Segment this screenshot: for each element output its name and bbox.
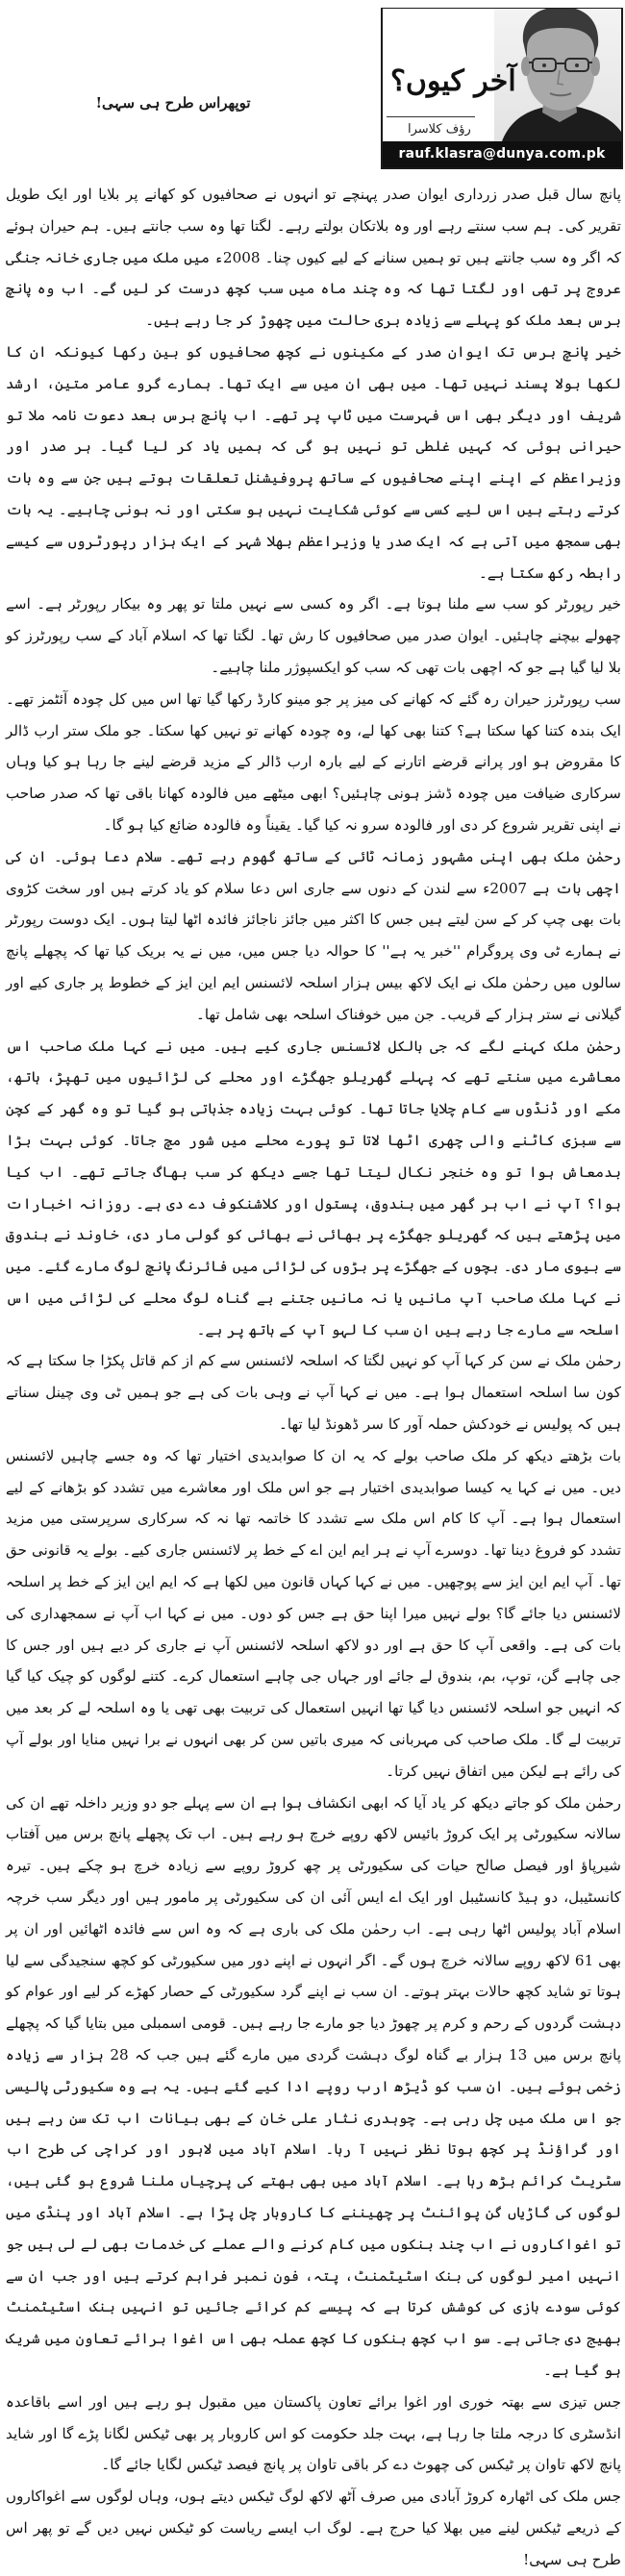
paragraph: جس ملک کی اٹھارہ کروڑ آبادی میں صرف آٹھ لاکھ لوگ ٹیکس دیتے ہوں، وہاں لوگوں سے اغواکاروں کے ذریعے ٹیکس لینے میں بھلا کیا حرج ہے۔ لوگ اب ایسے ریاست کو ٹیکس نہیں دیں گے تو پھر اس طرح ہی سہی!: [6, 2488, 621, 2568]
article-header: [0, 0, 625, 183]
author-email[interactable]: rauf.klasra@dunya.com.pk: [383, 141, 621, 167]
column-name: آخر کیوں؟: [390, 64, 516, 98]
divider: [387, 116, 475, 117]
paragraph: رحمٰن ملک کہنے لگے کہ جی بالکل لائسنس جاری کیے ہیں۔ میں نے کہا ملک صاحب اس معاشرے میں سنتے تھے کہ پہلے گھریلو جھگڑے اور محلے کی لڑائیوں میں تھپڑ، ہاتھ، مکے اور ڈنڈوں سے کام چلایا جاتا تھا۔ کوئی بہت زیادہ جذباتی ہو گیا تو وہ گھر کے کچن سے سبزی کاٹنے والی چھری اٹھا لاتا تو پورے محلے میں شور مچ جاتا۔ کوئی بہت بڑا بدمعاش ہوا تو وہ خنجر نکال لیتا تھا جسے دیکھ کر سب بھاگ جاتے تھے۔ اب کیا ہوا؟ آپ نے اب ہر گھر میں بندوق، پستول اور کلاشنکوف دے دی ہے۔ روزانہ اخبارات میں پڑھتے ہیں کہ گھریلو جھگڑے پر بھائی نے بھائی کو گولی مار دی، خاوند نے بندوق سے بیوی مار دی۔ بچوں کے جھگڑے پر بڑوں کی لڑائی میں فائرنگ پانچ لوگ مارے گئے۔ میں نے کہا ملک صاحب آپ مانیں یا نہ مانیں جتنے بے گناہ لوگ محلے کی لڑائی میں اس اسلحہ سے مارے جا رہے ہیں ان سب کا لہو آپ کے ہاتھ پر ہے۔: [6, 1037, 621, 1338]
paragraph: خیر پانچ برس تک ایوان صدر کے مکینوں نے کچھ صحافیوں کو بین رکھا کیونکہ ان کا لکھا بولا پسند نہیں تھا۔ میں بھی ان میں سے ایک تھا۔ ہمارے گرو عامر متین، ارشد شریف اور دیگر بھی اس فہرست میں ٹاپ پر تھے۔ اب پانچ برس بعد دعوت نامہ ملا تو حیرانی ہوئی کہ کہیں غلطی تو نہیں ہو گی کہ ہمیں یاد کر لیا گیا۔ ہر صدر اور وزیراعظم کے اپنے اپنے صحافیوں کے ساتھ پروفیشنل تعلقات ہوتے ہیں جن سے وہ بات کرتے رہتے ہیں اس لیے کسی سے کوئی شکایت نہیں ہو سکتی اور نہ ہونی چاہیے۔ یہ بات بھی سمجھ میں آتی ہے کہ ایک صدر یا وزیراعظم بھلا شہر کے ایک ہزار رپورٹروں سے کیسے رابطہ رکھ سکتا ہے۔: [6, 342, 621, 582]
paragraph: رحمٰن ملک نے سن کر کہا آپ کو نہیں لگتا کہ اسلحہ لائسنس سے کم از کم قاتل پکڑا جا سکتا ہے کہ کون سا اسلحہ استعمال ہوا ہے۔ میں نے کہا آپ نے وہی بات کی ہے جو ہمیں ٹی وی چینل سناتے ہیں کہ پولیس نے خودکش حملہ آور کا سر ڈھونڈ لیا تھا۔: [6, 1352, 621, 1434]
paragraph: سب رپورٹرز حیران رہ گئے کہ کھانے کی میز پر جو مینو کارڈ رکھا گیا تھا اس میں کل چودہ آئٹمز تھے۔ ایک بندہ کتنا کھا سکتا ہے؟ کتنا بھی کھا لے، وہ چودہ کھانے تو نہیں کھا سکتا۔ جو ملک ستر ارب ڈالر کا مقروض ہو اور پرانے قرضے اتارنے کے لیے بارہ ارب ڈالر کے مزید قرضے لینے جا رہا ہو کیا وہاں سرکاری ضیافت میں چودہ ڈشز ہونی چاہئیں؟ ابھی میٹھے میں فالودہ کھانا باقی تھا کہ صدر صاحب نے اپنی تقریر شروع کر دی اور فالودہ سرو نہ کیا گیا۔ یقیناً وہ فالودہ ضائع کیا ہو گا۔: [6, 689, 621, 834]
paragraph: جس تیزی سے بھتہ خوری اور اغوا برائے تعاون پاکستان میں مقبول ہو رہے ہیں اور اسے باقاعدہ انڈسٹری کا درجہ ملتا جا رہا ہے، بہت جلد حکومت کو اس کاروبار پر بھی ٹیکس لگانا پڑے گا اور شاید پانچ لاکھ تاوان پر ٹیکس کی چھوٹ دے کر باقی تاوان پر پانچ فیصد ٹیکس لگایا جائے گا۔: [6, 2392, 621, 2474]
article-body: [6, 179, 621, 2576]
author-name: رؤف کلاسرا: [408, 122, 471, 137]
paragraph: پانچ سال قبل صدر زرداری ایوان صدر پہنچے تو انہوں نے صحافیوں کو کھانے پر بلایا اور ایک طویل تقریر کی۔ ہم سب سنتے رہے اور وہ بلاتکان بولتے رہے۔ لگتا تھا وہ سب جانتے ہیں۔ ہم حیران ہوئے کہ اگر وہ سب جانتے ہیں تو ہمیں سنانے کے لیے کیوں چنا۔ 2008ء میں ملک میں جاری خانہ جنگی عروج پر تھی اور لگتا تھا کہ وہ چند ماہ میں سب کچھ درست کر لیں گے۔ اب وہ پانچ برس بعد ملک کو پہلے سے زیادہ بری حالت میں چھوڑ کر جا رہے ہیں۔: [6, 186, 621, 330]
paragraph: بات بڑھتے دیکھ کر ملک صاحب بولے کہ یہ ان کا صوابدیدی اختیار تھا کہ وہ جسے چاہیں لائسنس دیں۔ میں نے کہا یہ کیسا صوابدیدی اختیار ہے جو اس ملک اور معاشرے میں تشدد کو بڑھانے کے لیے استعمال ہوا ہے۔ آپ کا کام اس ملک سے تشدد کا خاتمہ تھا نہ کہ سرکاری سرپرستی میں مزید تشدد کو فروغ دینا تھا۔ دوسرے آپ نے ہر ایم این اے کے خط پر لائسنس جاری کیے۔ بولے یہ قانونی حق تھا۔ آپ ایم این ایز سے پوچھیں۔ میں نے کہا کہاں قانون میں لکھا ہے کہ ایم این ایز کے خط پر اسلحہ لائسنس دیا جائے گا؟ بولے نہیں میرا اپنا حق ہے جس کو دوں۔ میں نے کہا اب آپ نے سمجھداری کی بات کی ہے۔ واقعی آپ کا حق ہے اور دو لاکھ اسلحہ لائسنس آپ نے جاری کر دیے ہیں اور جس کا جی چاہے گن، توپ، بم، بندوق لے جائے اور جہاں جی چاہے استعمال کرے۔ کتنے لوگوں کو چیک کیا گیا کہ انہیں جو اسلحہ لائسنس دیا گیا تھا انہیں استعمال کی تربیت بھی تھی یا وہ اسلحہ لے کر بعد میں تربیت لے گا۔ ملک صاحب کی مہربانی کہ میری باتیں سن کر بھی انہوں نے برا نہیں منایا اور بولے آپ کی رائے ہے لیکن میں اتفاق نہیں کرتا۔: [6, 1446, 621, 1780]
paragraph: رحمٰن ملک بھی اپنی مشہور زمانہ ٹائی کے ساتھ گھوم رہے تھے۔ سلام دعا ہوئی۔ ان کی اچھی بات ہے 2007ء سے لندن کے دنوں سے جاری اس دعا سلام کو یاد کرتے ہیں اور سخت کڑوی بات بھی چپ کر کے سن لیتے ہیں جس کا اکثر میں جائز ناجائز فائدہ اٹھا لیتا ہوں۔ ایک دوست رپورٹر نے ہمارے ٹی وی پروگرام ''خبر یہ ہے'' کا حوالہ دیا جس میں، میں نے یہ بریک کیا تھا کہ پچھلے پانچ سالوں میں رحمٰن ملک نے ایک لاکھ بیس ہزار اسلحہ لائسنس ایم این ایز کے خطوط پر جاری کیے اور گیلانی نے ستر ہزار کے قریب۔ جن میں خوفناک اسلحہ بھی شامل تھا۔: [6, 847, 621, 1023]
column-logo-box: [381, 8, 623, 169]
article-title: توپھراس طرح ہی سہی!: [95, 94, 251, 112]
paragraph: خیر رپورٹر کو سب سے ملنا ہوتا ہے۔ اگر وہ کسی سے نہیں ملتا تو پھر وہ بیکار رپورٹر ہے۔ اسے چھولے بیچنے چاہئیں۔ ایوان صدر میں صحافیوں کا رش تھا۔ لگتا تھا کہ اسلام آباد کے سب رپورٹرز کو بلا لیا گیا ہے جو کہ اچھی بات تھی کہ سب کو ایکسپوژر ملنا چاہیے۔: [6, 595, 621, 676]
paragraph: رحمٰن ملک کو جاتے دیکھ کر یاد آیا کہ ابھی انکشاف ہوا ہے ان سے پہلے جو دو وزیر داخلہ تھے ان کی سالانہ سکیورٹی پر ایک کروڑ بائیس لاکھ روپے خرچ ہو رہے ہیں۔ اب تک پچھلے پانچ برس میں آفتاب شیرپاؤ اور فیصل صالح حیات کی سکیورٹی پر چھ کروڑ روپے سے زیادہ خرچ ہو چکے ہیں۔ تیرہ کانسٹیبل، دو ہیڈ کانسٹیبل اور ایک اے ایس آئی ان کی سکیورٹی پر مامور ہیں اور دیگر سب خرچہ اسلام آباد پولیس اٹھا رہی ہے۔ اب رحمٰن ملک کی باری ہے کہ وہ اس سے فائدہ اٹھائیں اور ان پر بھی 61 لاکھ روپے سالانہ خرچ ہوں گے۔ اگر انہوں نے اپنے دور میں سکیورٹی کو کچھ سنجیدگی سے لیا ہوتا تو شاید کچھ حالات بہتر ہوتے۔ ان سب نے اپنے گرد سکیورٹی کے حصار کھڑے کر لیے اور عوام کو دہشت گردوں کے رحم و کرم پر چھوڑ دیا جو مارے جا رہے ہیں۔ قومی اسمبلی میں بتایا گیا کہ پچھلے پانچ برس میں 13 ہزار بے گناہ لوگ دہشت گردی میں مارے گئے ہیں جب کہ 28 ہزار سے زیادہ زخمی ہوئے ہیں۔ ان سب کو ڈیڑھ ارب روپے ادا کیے گئے ہیں۔ یہ ہے وہ سکیورٹی پالیسی جو اس ملک میں چل رہی ہے۔ چوہدری نثار علی خان کے بھی بیانات اب تک سن رہے ہیں اور گراؤنڈ پر کچھ ہوتا نظر نہیں آ رہا۔ اسلام آباد میں لاہور اور کراچی کی طرح اب سٹریٹ کرائم بڑھ رہا ہے۔ اسلام آباد میں بھی بھتے کی پرچیاں ملنا شروع ہو گئی ہیں، لوگوں کی گاڑیاں گن پوائنٹ پر چھیننے کا کاروبار چل پڑا ہے۔ اسلام آباد اور پنڈی میں تو اغواکاروں نے اب چند بنکوں میں کام کرنے والے عملے کی خدمات بھی لے لی ہیں جو انہیں امیر لوگوں کی بنک اسٹیٹمنٹ، پتہ، فون نمبر فراہم کرتے ہیں اور جب ان سے کوئی سودے بازی کی کوشش کرتا ہے کہ پیسے کم کرائے جائیں تو انہیں بنک اسٹیٹمنٹ بھیج دی جاتی ہے۔ سو اب کچھ بنکوں کا کچھ عملہ بھی اس اغوا برائے تعاون میں شریک ہو گیا ہے۔: [6, 1793, 622, 2379]
